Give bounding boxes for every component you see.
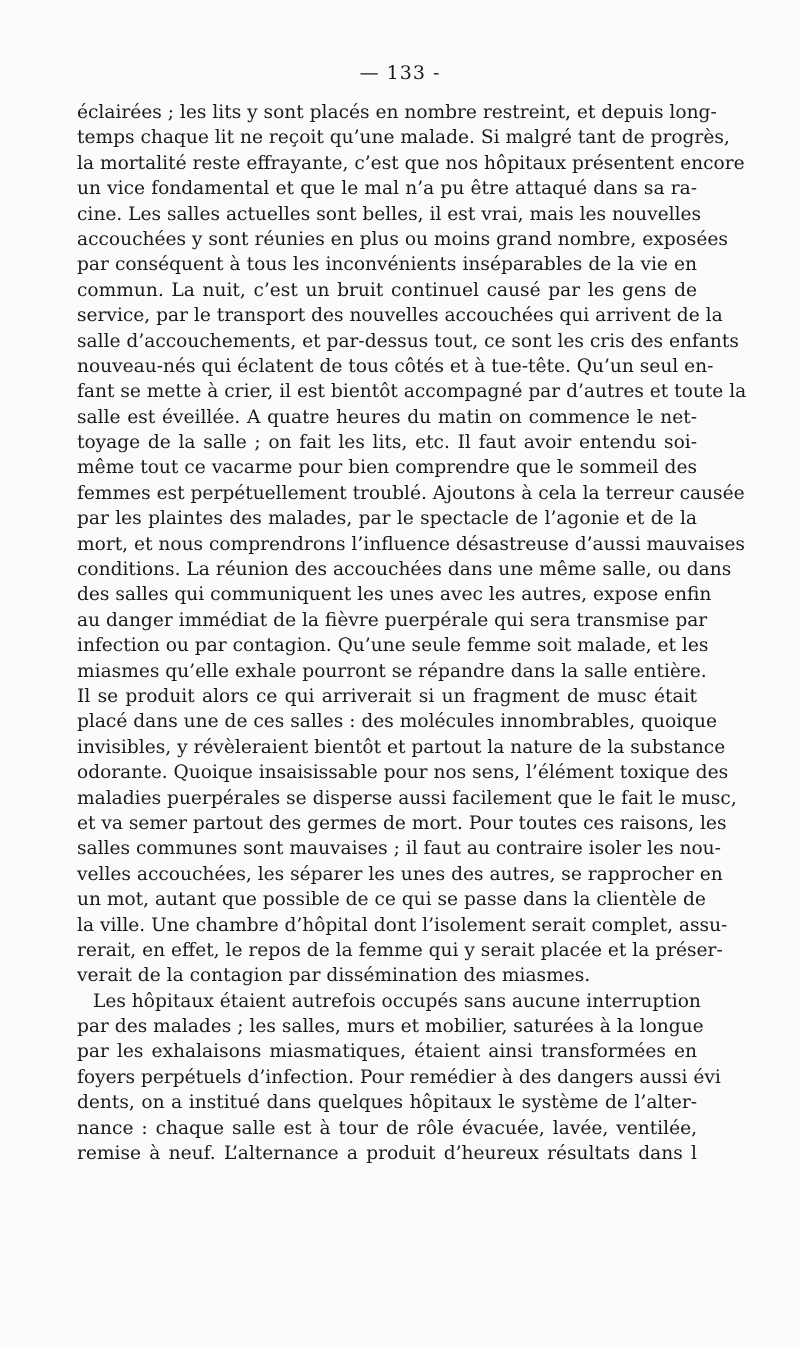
- text-line: Il se produit alors ce qui arriverait si un fragment de musc était: [77, 685, 697, 707]
- text-line: un mot, autant que possible de ce qui se passe dans la clientèle de: [77, 889, 706, 911]
- text-line: temps chaque lit ne reçoit qu’une malade. Si malgré tant de progrès,: [77, 127, 730, 149]
- text-line: odorante. Quoique insaisissable pour nos sens, l’élément toxique des: [77, 762, 729, 784]
- text-line: commun. La nuit, c’est un bruit continuel causé par les gens de: [77, 279, 697, 301]
- text-line: toyage de la salle ; on fait les lits, etc. Il faut avoir entendu soi-: [77, 432, 697, 454]
- text-line: verait de la contagion par dissémination des miasmes.: [77, 965, 591, 987]
- text-line: par conséquent à tous les inconvénients inséparables de la vie en: [77, 254, 697, 276]
- text-line: infection ou par contagion. Qu’une seule femme soit malade, et les: [77, 635, 709, 657]
- text-line: par les plaintes des malades, par le spectacle de l’agonie et de la: [77, 508, 697, 530]
- text-line: nance : chaque salle est à tour de rôle évacuée, lavée, ventilée,: [77, 1117, 697, 1139]
- text-line: dents, on a institué dans quelques hôpitaux le système de l’alter-: [77, 1092, 697, 1114]
- text-line: des salles qui communiquent les unes avec les autres, expose enfin: [77, 584, 712, 606]
- text-line: la ville. Une chambre d’hôpital dont l’isolement serait complet, assu-: [77, 914, 728, 936]
- text-line: et va semer partout des germes de mort. Pour toutes ces raisons, les: [77, 812, 727, 834]
- text-line: mort, et nous comprendrons l’influence désastreuse d’aussi mauvaises: [77, 533, 745, 555]
- text-line: foyers perpétuels d’infection. Pour remédier à des dangers aussi évi: [77, 1066, 721, 1088]
- text-line: remise à neuf. L’alternance a produit d’heureux résultats dans l: [77, 1143, 697, 1165]
- text-line: rerait, en effet, le repos de la femme qui y serait placée et la préser-: [77, 939, 723, 961]
- text-line: même tout ce vacarme pour bien comprendre que le sommeil des: [77, 457, 697, 479]
- text-line: cine. Les salles actuelles sont belles, il est vrai, mais les nouvelles: [77, 203, 702, 225]
- text-line: salle est éveillée. A quatre heures du matin on commence le net-: [77, 406, 697, 428]
- text-line: conditions. La réunion des accouchées dans une même salle, ou dans: [77, 559, 732, 581]
- paragraph: [77, 100, 747, 989]
- text-line: accouchées y sont réunies en plus ou moins grand nombre, exposées: [77, 228, 728, 250]
- text-line: femmes est perpétuellement troublé. Ajoutons à cela la terreur causée: [77, 482, 745, 504]
- text-line: invisibles, y révèleraient bientôt et partout la nature de la substance: [77, 736, 726, 758]
- page-number: — 133 -: [359, 62, 441, 84]
- body-text: [77, 100, 747, 1166]
- paragraph: [77, 989, 721, 1167]
- text-line: Les hôpitaux étaient autrefois occupés sans aucune interruption: [93, 990, 701, 1012]
- text-line: salle d’accouchements, et par-dessus tout, ce sont les cris des enfants: [77, 330, 739, 352]
- text-line: par des malades ; les salles, murs et mobilier, saturées à la longue: [77, 1016, 704, 1038]
- text-line: placé dans une de ces salles : des molécules innombrables, quoique: [77, 711, 718, 733]
- text-line: par les exhalaisons miasmatiques, étaient ainsi transformées en: [77, 1041, 697, 1063]
- text-line: velles accouchées, les séparer les unes des autres, se rapprocher en: [77, 863, 723, 885]
- text-line: maladies puerpérales se disperse aussi facilement que le fait le musc,: [77, 787, 737, 809]
- text-line: fant se mette à crier, il est bientôt accompagné par d’autres et toute la: [77, 381, 747, 403]
- text-line: nouveau-nés qui éclatent de tous côtés et à tue-tête. Qu’un seul en-: [77, 355, 714, 377]
- text-line: miasmes qu’elle exhale pourront se répandre dans la salle entière.: [77, 660, 707, 682]
- text-line: éclairées ; les lits y sont placés en nombre restreint, et depuis long-: [77, 102, 717, 123]
- text-line: un vice fondamental et que le mal n’a pu être attaqué dans sa ra-: [77, 178, 697, 200]
- text-line: au danger immédiat de la fièvre puerpérale qui sera transmise par: [77, 609, 708, 631]
- text-line: la mortalité reste effrayante, c’est que nos hôpitaux présentent encore: [77, 152, 745, 174]
- text-line: salles communes sont mauvaises ; il faut au contraire isoler les nou-: [77, 838, 721, 860]
- text-line: service, par le transport des nouvelles accouchées qui arrivent de la: [77, 305, 723, 327]
